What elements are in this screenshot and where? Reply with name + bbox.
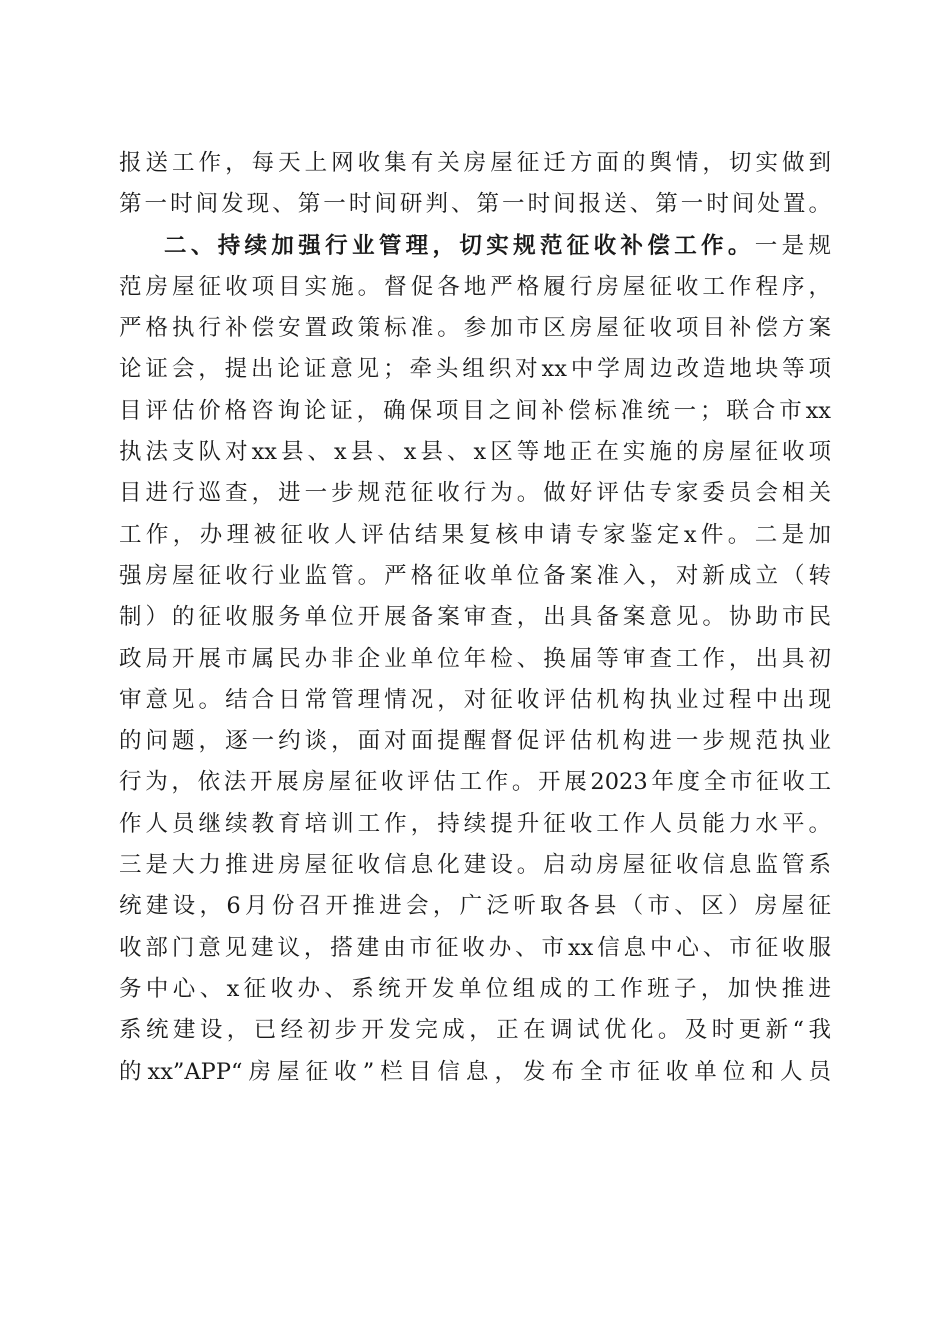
body-line-4: 范房屋征收项目实施。督促各地严格履行房屋征收工作程序， — [119, 273, 831, 300]
body-line-18: 三是大力推进房屋征收信息化建设。启动房屋征收信息监管系 — [119, 852, 831, 879]
body-line-11: 强房屋征收行业监管。严格征收单位备案准入，对新成立（转 — [119, 562, 831, 589]
body-line-23: 的xx”APP“房屋征收”栏目信息，发布全市征收单位和人员 — [119, 1058, 831, 1085]
body-line-14: 审意见。结合日常管理情况，对征收评估机构执业过程中出现 — [119, 686, 831, 713]
body-line-6: 论证会，提出论证意见；牵头组织对xx中学周边改造地块等项 — [119, 356, 831, 383]
body-line-19: 统建设，6月份召开推进会，广泛听取各县（市、区）房屋征 — [119, 893, 831, 920]
section-heading-line — [119, 226, 831, 267]
body-line-20: 收部门意见建议，搭建由市征收办、市xx信息中心、市征收服 — [119, 934, 831, 961]
body-line-8: 执法支队对xx县、x县、x县、x区等地正在实施的房屋征收项 — [119, 439, 831, 466]
body-line-15: 的问题，逐一约谈，面对面提醒督促评估机构进一步规范执业 — [119, 728, 831, 755]
body-line-21: 务中心、x征收办、系统开发单位组成的工作班子，加快推进 — [119, 975, 831, 1002]
body-line-7: 目评估价格咨询论证，确保项目之间补偿标准统一；联合市xx — [119, 397, 831, 424]
body-line-13: 政局开展市属民办非企业单位年检、换届等审查工作，出具初 — [119, 645, 831, 672]
section-heading-continuation: 一是规 — [754, 232, 831, 259]
body-line-1: 报送工作，每天上网收集有关房屋征迁方面的舆情，切实做到 — [119, 150, 831, 176]
body-line-17: 作人员继续教育培训工作，持续提升征收工作人员能力水平。 — [119, 810, 831, 837]
body-line-10: 工作，办理被征收人评估结果复核申请专家鉴定x件。二是加 — [119, 521, 831, 548]
section-heading: 二、持续加强行业管理，切实规范征收补偿工作。 — [164, 232, 755, 259]
body-line-12: 制）的征收服务单位开展备案审查，出具备案意见。协助市民 — [119, 604, 831, 631]
body-line-9: 目进行巡查，进一步规范征收行为。做好评估专家委员会相关 — [119, 480, 831, 507]
body-line-2: 第一时间发现、第一时间研判、第一时间报送、第一时间处置。 — [119, 191, 831, 218]
body-line-16: 行为，依法开展房屋征收评估工作。开展2023年度全市征收工 — [119, 769, 831, 796]
body-line-5: 严格执行补偿安置政策标准。参加市区房屋征收项目补偿方案 — [119, 315, 831, 342]
document-body — [119, 143, 831, 1093]
body-line-22: 系统建设，已经初步开发完成，正在调试优化。及时更新“我 — [119, 1017, 831, 1044]
